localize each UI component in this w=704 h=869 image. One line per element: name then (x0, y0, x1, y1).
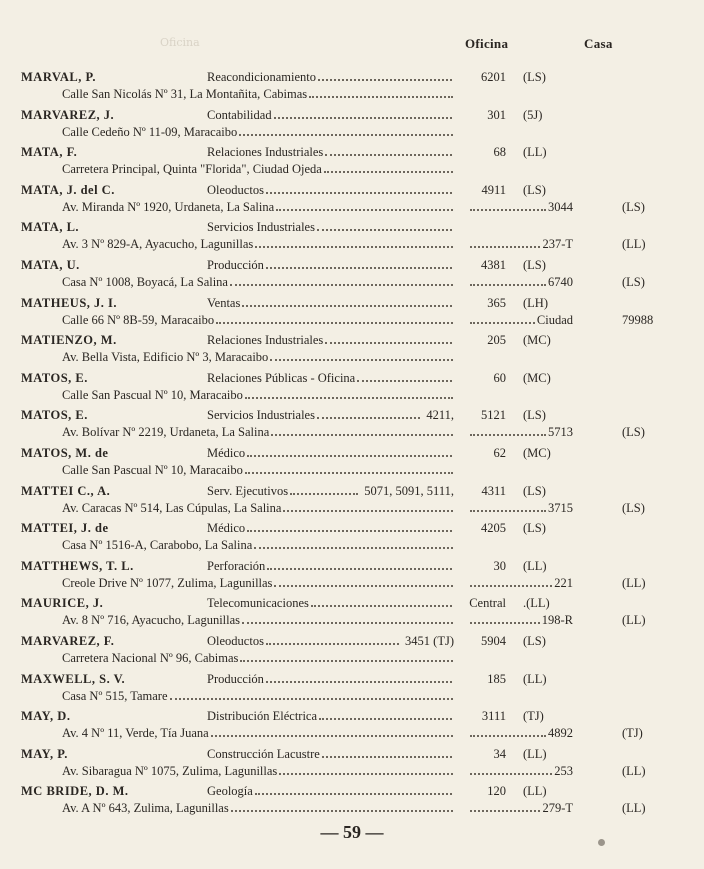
entry-address: Av. Sibaragua Nº 1075, Zulima, Lagunillas (62, 763, 278, 778)
entry-department-group (207, 143, 454, 161)
office-number: 205 (487, 333, 506, 348)
dot-leader (240, 649, 453, 662)
entry-line-2 (0, 574, 704, 592)
office-code: (LH) (523, 295, 548, 310)
directory-entry (0, 294, 704, 332)
bleed-through-text: Oficina (160, 36, 200, 49)
dot-leader (470, 273, 546, 286)
home-number: 6740 (548, 274, 573, 289)
dot-leader (170, 687, 453, 700)
entry-line-1 (0, 519, 704, 537)
office-code: (LL) (523, 145, 547, 160)
home-number-group (470, 799, 573, 817)
entry-address-group (62, 85, 455, 103)
dot-leader (470, 311, 535, 324)
home-number-group (470, 611, 573, 629)
entry-address-group (62, 198, 455, 216)
dot-leader (239, 123, 453, 136)
dot-leader (279, 762, 453, 775)
dot-leader (254, 536, 453, 549)
entry-address-group (62, 235, 455, 253)
dot-leader (255, 235, 453, 248)
entry-name: MAURICE, J. (21, 596, 104, 611)
directory-entry (0, 406, 704, 444)
home-number: 253 (554, 763, 573, 778)
home-code: (LL) (622, 763, 646, 778)
entry-department-group (207, 482, 454, 500)
entry-line-2 (0, 461, 704, 479)
office-number: Central (469, 596, 506, 611)
dot-leader (266, 256, 452, 269)
directory-entry (0, 632, 704, 670)
entry-name: MATA, L. (21, 220, 80, 235)
dot-leader (357, 369, 452, 382)
entry-line-1 (0, 369, 704, 387)
office-code: (TJ) (523, 709, 544, 724)
entry-line-2 (0, 235, 704, 253)
directory-entry (0, 331, 704, 369)
dot-leader (266, 181, 452, 194)
entry-address: Carretera Nacional Nº 96, Cabimas (62, 650, 239, 665)
entry-department: Construcción Lacustre (207, 746, 320, 761)
office-code: (LS) (523, 257, 546, 272)
office-code: .(LL) (523, 596, 550, 611)
entry-department: Reacondicionamiento (207, 70, 316, 84)
entry-name: MC BRIDE, D. M. (21, 784, 129, 799)
dot-leader (317, 218, 452, 231)
entry-line-1 (0, 256, 704, 274)
dot-leader (470, 499, 546, 512)
entry-line-2 (0, 611, 704, 629)
directory-entry (0, 181, 704, 219)
dot-leader (290, 482, 358, 495)
office-code: (LS) (523, 633, 546, 648)
entry-line-2 (0, 160, 704, 178)
entry-department-group (207, 406, 454, 424)
office-number: 62 (493, 445, 506, 460)
home-code: (LS) (622, 425, 645, 440)
entry-address-group (62, 311, 455, 329)
entry-line-2 (0, 386, 704, 404)
home-number: 3715 (548, 500, 573, 515)
entry-department-group (207, 68, 454, 86)
dot-leader (266, 632, 399, 645)
entry-name: MATTEI C., A. (21, 483, 111, 498)
office-number: 68 (493, 145, 506, 160)
entry-department-group (207, 256, 454, 274)
entry-address: Casa Nº 1008, Boyacá, La Salina (62, 274, 228, 289)
office-code: (LS) (523, 483, 546, 498)
dot-leader (470, 799, 540, 812)
home-number-group (470, 762, 573, 780)
dot-leader (247, 444, 452, 457)
entry-department-group (207, 369, 454, 387)
entry-department-group (207, 632, 454, 650)
dot-leader (311, 594, 452, 607)
entry-name: MAY, P. (21, 746, 68, 761)
entry-address: Calle San Pascual Nº 10, Maracaibo (62, 387, 243, 402)
entry-department: Servicios Industriales (207, 408, 315, 423)
directory-entry (0, 218, 704, 256)
dot-leader (274, 106, 452, 119)
home-code: (LS) (622, 274, 645, 289)
home-number-group (470, 198, 573, 216)
home-number: 279-T (542, 801, 573, 816)
entry-address: Casa Nº 515, Tamare (62, 688, 168, 703)
entry-address-group (62, 273, 455, 291)
home-number-group (470, 235, 573, 253)
entry-name: MATOS, E. (21, 408, 88, 423)
entry-name: MATHEUS, J. I. (21, 295, 118, 310)
home-code: (TJ) (622, 726, 643, 741)
office-code: (MC) (523, 333, 551, 348)
entry-address-group (62, 649, 455, 667)
entry-line-1 (0, 594, 704, 612)
dot-leader (245, 461, 453, 474)
dot-leader (322, 745, 452, 758)
office-number: 5904 (481, 633, 506, 648)
dot-leader (318, 68, 452, 81)
entry-line-1 (0, 294, 704, 312)
entry-line-2 (0, 273, 704, 291)
entry-line-1 (0, 557, 704, 575)
directory-entry (0, 369, 704, 407)
dot-leader (309, 85, 453, 98)
directory-entry (0, 519, 704, 557)
entry-address: Av. Miranda Nº 1920, Urdaneta, La Salina (62, 199, 275, 214)
directory-entry (0, 482, 704, 520)
entry-name: MATIENZO, M. (21, 333, 117, 348)
entry-address-group (62, 461, 455, 479)
entry-name: MARVAL, P. (21, 70, 97, 84)
dot-leader (231, 799, 453, 812)
entry-line-1 (0, 406, 704, 424)
entry-department-group (207, 106, 454, 124)
entry-line-1 (0, 632, 704, 650)
entry-address-group (62, 499, 455, 517)
header-casa: Casa (584, 36, 613, 51)
office-code: (MC) (523, 445, 551, 460)
entry-address-group (62, 724, 455, 742)
office-number: 120 (487, 784, 506, 799)
office-code: (LL) (523, 671, 547, 686)
entry-name: MATTHEWS, T. L. (21, 558, 134, 573)
office-code: (LS) (523, 70, 546, 84)
office-number: 30 (493, 558, 506, 573)
entry-address-group (62, 574, 455, 592)
entry-department: Ventas (207, 295, 241, 310)
entry-address-group (62, 160, 455, 178)
office-number: 4205 (481, 521, 506, 536)
entry-address: Av. Bella Vista, Edificio Nº 3, Maracaibo (62, 350, 269, 365)
entry-department: Relaciones Públicas - Oficina (207, 370, 356, 385)
directory-entry (0, 256, 704, 294)
entries-list (0, 68, 704, 820)
directory-entry (0, 106, 704, 144)
entry-address-group (62, 799, 455, 817)
entry-department: Distribución Eléctrica (207, 709, 318, 724)
office-number: 301 (487, 107, 506, 122)
entry-extensions: 3451 (TJ) (405, 633, 454, 648)
dot-leader (276, 198, 453, 211)
entry-department-group (207, 707, 454, 725)
entry-address-group (62, 762, 455, 780)
office-number: 5121 (481, 408, 506, 423)
home-number-group (470, 724, 573, 742)
entry-extensions: 5071, 5091, 5111, (364, 483, 454, 498)
dot-leader (247, 519, 452, 532)
dot-leader (470, 235, 540, 248)
entry-line-1 (0, 143, 704, 161)
dot-leader (216, 311, 453, 324)
dot-leader (270, 348, 453, 361)
dot-leader (470, 574, 552, 587)
entry-address: Calle 66 Nº 8B-59, Maracaibo (62, 312, 215, 327)
entry-address: Calle San Pascual Nº 10, Maracaibo (62, 462, 243, 477)
entry-address: Av. 4 Nº 11, Verde, Tía Juana (62, 726, 209, 741)
entry-address-group (62, 423, 455, 441)
directory-entry (0, 745, 704, 783)
entry-line-2 (0, 687, 704, 705)
entry-department: Médico (207, 521, 246, 536)
home-number: 237-T (542, 237, 573, 252)
entry-line-2 (0, 348, 704, 366)
entry-address: Av. Caracas Nº 514, Las Cúpulas, La Salina (62, 500, 282, 515)
entry-line-1 (0, 331, 704, 349)
dot-leader (271, 423, 453, 436)
home-code: (LL) (622, 575, 646, 590)
entry-line-2 (0, 198, 704, 216)
entry-address: Av. 8 Nº 716, Ayacucho, Lagunillas (62, 613, 241, 628)
entry-name: MAY, D. (21, 709, 71, 724)
home-number: 3044 (548, 199, 573, 214)
directory-entry (0, 782, 704, 820)
entry-name: MATTEI, J. de (21, 521, 109, 536)
office-number: 60 (493, 370, 506, 385)
home-number-group (470, 499, 573, 517)
home-number-group (470, 273, 573, 291)
entry-department-group (207, 519, 454, 537)
directory-entry (0, 670, 704, 708)
entry-name: MAXWELL, S. V. (21, 671, 126, 686)
office-code: (MC) (523, 370, 551, 385)
entry-line-1 (0, 482, 704, 500)
directory-entry (0, 444, 704, 482)
home-number: 221 (554, 575, 573, 590)
directory-entry (0, 594, 704, 632)
entry-line-2 (0, 85, 704, 103)
entry-department: Médico (207, 445, 246, 460)
dot-leader (325, 143, 452, 156)
entry-department-group (207, 594, 454, 612)
entry-line-1 (0, 444, 704, 462)
dot-leader (267, 557, 452, 570)
entry-department-group (207, 181, 454, 199)
entry-address-group (62, 536, 455, 554)
office-number: 4381 (481, 257, 506, 272)
entry-department: Perforación (207, 558, 266, 573)
entry-line-1 (0, 181, 704, 199)
home-code: (LS) (622, 500, 645, 515)
dot-leader (470, 198, 546, 211)
entry-address-group (62, 386, 455, 404)
entry-department-group (207, 670, 454, 688)
entry-name: MATOS, M. de (21, 445, 109, 460)
entry-department-group (207, 331, 454, 349)
office-number: 4311 (481, 483, 506, 498)
entry-department: Relaciones Industriales (207, 145, 324, 160)
page-number: — 59 — (320, 822, 384, 842)
dot-leader (470, 724, 546, 737)
entry-department: Oleoductos (207, 182, 264, 197)
entry-name: MARVAREZ, F. (21, 633, 115, 648)
office-code: (LS) (523, 182, 546, 197)
entry-line-2 (0, 762, 704, 780)
office-number: 3111 (481, 709, 506, 724)
entry-address: Av. 3 Nº 829-A, Ayacucho, Lagunillas (62, 237, 254, 252)
office-number: 185 (487, 671, 506, 686)
office-number: 365 (487, 295, 506, 310)
entry-department: Relaciones Industriales (207, 333, 324, 348)
dot-leader (470, 423, 546, 436)
entry-line-1 (0, 68, 704, 86)
home-code: (LL) (622, 801, 646, 816)
entry-address-group (62, 123, 455, 141)
entry-address: Av. Bolívar Nº 2219, Urdaneta, La Salina (62, 425, 270, 440)
entry-address-group (62, 687, 455, 705)
dot-leader (283, 499, 453, 512)
home-code: 79988 (622, 312, 654, 327)
home-number-group (470, 311, 573, 329)
home-number: Ciudad (536, 312, 573, 327)
entry-department-group (207, 782, 454, 800)
dot-leader (274, 574, 453, 587)
office-code: (5J) (523, 107, 543, 122)
entry-line-1 (0, 745, 704, 763)
entry-department: Servicios Industriales (207, 220, 315, 235)
dot-leader (266, 670, 452, 683)
home-code: (LS) (622, 199, 645, 214)
entry-department-group (207, 557, 454, 575)
entry-line-2 (0, 423, 704, 441)
home-number-group (470, 574, 573, 592)
dot-leader (242, 611, 453, 624)
entry-name: MATA, J. del C. (21, 182, 115, 197)
header-oficina: Oficina (465, 36, 509, 51)
dot-leader (470, 611, 540, 624)
entry-name: MATA, U. (21, 257, 80, 272)
home-code: (LL) (622, 613, 646, 628)
office-code: (LL) (523, 784, 547, 799)
dot-leader (230, 273, 453, 286)
office-number: 6201 (481, 70, 506, 84)
office-number: 4911 (481, 182, 506, 197)
home-number: 5713 (548, 425, 573, 440)
entry-name: MARVAREZ, J. (21, 107, 115, 122)
entry-address-group (62, 611, 455, 629)
directory-entry (0, 143, 704, 181)
directory-entry (0, 707, 704, 745)
entry-address: Av. A Nº 643, Zulima, Lagunillas (62, 801, 229, 816)
entry-department-group (207, 745, 454, 763)
entry-department: Serv. Ejecutivos (207, 483, 289, 498)
entry-line-2 (0, 799, 704, 817)
directory-entry (0, 68, 704, 106)
office-code: (LS) (523, 521, 546, 536)
entry-line-2 (0, 649, 704, 667)
entry-line-2 (0, 724, 704, 742)
entry-name: MATA, F. (21, 145, 78, 160)
home-code: (LL) (622, 237, 646, 252)
home-number: 4892 (548, 726, 573, 741)
entry-address-group (62, 348, 455, 366)
entry-line-2 (0, 311, 704, 329)
entry-department: Producción (207, 257, 264, 272)
entry-address: Calle Cedeño Nº 11-09, Maracaibo (62, 124, 238, 139)
entry-line-1 (0, 782, 704, 800)
ink-spot (598, 839, 605, 846)
entry-line-1 (0, 670, 704, 688)
office-code: (LL) (523, 746, 547, 761)
entry-line-2 (0, 499, 704, 517)
dot-leader (319, 707, 452, 720)
entry-line-1 (0, 707, 704, 725)
home-number-group (470, 423, 573, 441)
entry-line-1 (0, 218, 704, 236)
dot-leader (242, 294, 452, 307)
dot-leader (317, 406, 420, 419)
entry-line-2 (0, 123, 704, 141)
entry-department: Producción (207, 671, 264, 686)
entry-address: Carretera Principal, Quinta "Florida", Ciudad Ojeda (62, 162, 322, 177)
dot-leader (211, 724, 453, 737)
entry-line-2 (0, 536, 704, 554)
office-code: (LS) (523, 408, 546, 423)
dot-leader (255, 782, 452, 795)
entry-department-group (207, 294, 454, 312)
directory-entry (0, 557, 704, 595)
entry-department-group (207, 218, 454, 236)
entry-department: Geología (207, 784, 253, 799)
dot-leader (470, 762, 552, 775)
entry-department: Oleoductos (207, 633, 264, 648)
entry-department-group (207, 444, 454, 462)
dot-leader (325, 331, 452, 344)
entry-address: Casa Nº 1516-A, Carabobo, La Salina (62, 538, 253, 553)
dot-leader (245, 386, 453, 399)
office-code: (LL) (523, 558, 547, 573)
entry-address: Creole Drive Nº 1077, Zulima, Lagunillas (62, 575, 273, 590)
home-number: 198-R (541, 613, 573, 628)
office-number: 34 (493, 746, 506, 761)
dot-leader (324, 160, 453, 173)
entry-address: Calle San Nicolás Nº 31, La Montañita, Cabimas (62, 87, 308, 101)
entry-department: Contabilidad (207, 107, 272, 122)
entry-line-1 (0, 106, 704, 124)
entry-name: MATOS, E. (21, 370, 88, 385)
entry-extensions: 4211, (426, 408, 454, 423)
entry-department: Telecomunicaciones (207, 596, 309, 611)
